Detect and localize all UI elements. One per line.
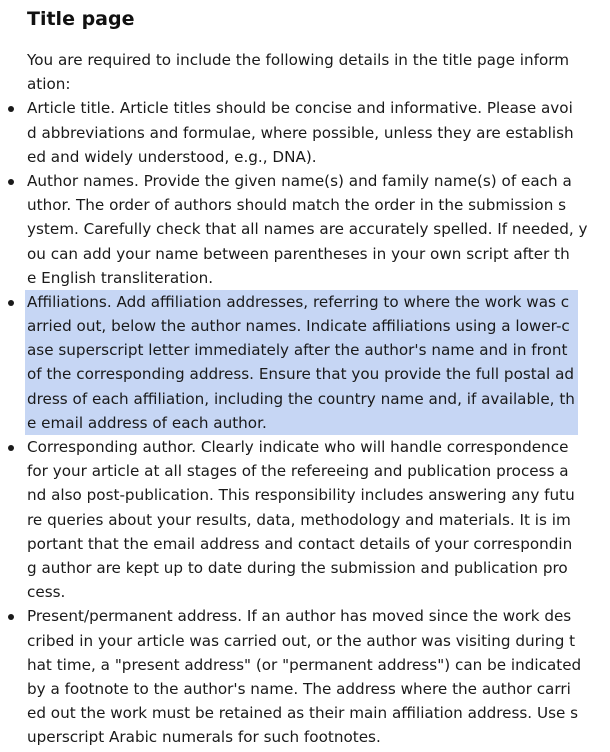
bullet-icon xyxy=(8,300,14,306)
list-item-line xyxy=(0,411,610,435)
list-item-line xyxy=(0,556,610,580)
line-text: ystem. Carefully check that all names are accurately spelled. If needed, y xyxy=(27,220,588,239)
line-text: ou can add your name between parentheses in your own script after th xyxy=(27,244,570,263)
list-item-line xyxy=(0,290,610,314)
section-title: Title page xyxy=(27,8,135,30)
line-text: ed out the work must be retained as their main affiliation address. Use s xyxy=(27,704,579,723)
list-item-line xyxy=(0,701,610,725)
line-text: uthor. The order of authors should match the order in the submission s xyxy=(27,196,567,215)
line-text: dress of each affiliation, including the country name and, if available, th xyxy=(27,389,575,408)
list-item-line xyxy=(0,508,610,532)
list-item-line xyxy=(0,217,610,241)
line-text: nd also post-publication. This responsibility includes answering any futu xyxy=(27,486,575,505)
list-item-line xyxy=(0,629,610,653)
list-item-line xyxy=(0,483,610,507)
intro-line xyxy=(0,72,610,96)
line-text: cess. xyxy=(27,583,66,602)
line-text: hat time, a "present address" (or "permanent address") can be indicated xyxy=(27,655,582,674)
guidelines-text xyxy=(0,48,610,749)
line-text: Affiliations. Add affiliation addresses, referring to where the work was c xyxy=(27,292,570,311)
line-text: g author are kept up to date during the submission and publication pro xyxy=(27,558,568,577)
line-text: Corresponding author. Clearly indicate who will handle correspondence xyxy=(27,438,569,456)
list-item-line xyxy=(0,604,610,628)
list-item-line xyxy=(0,314,610,338)
line-text: Present/permanent address. If an author has moved since the work des xyxy=(27,607,572,626)
bullet-icon xyxy=(8,445,14,451)
list-item-line xyxy=(0,338,610,362)
list-item-line xyxy=(0,580,610,604)
line-text: Article title. Article titles should be concise and informative. Please avoi xyxy=(27,99,573,118)
list-item-line xyxy=(0,435,610,459)
list-item-line xyxy=(0,242,610,266)
line-text: ation: xyxy=(27,75,71,94)
list-item-line xyxy=(0,362,610,386)
list-item-line xyxy=(0,677,610,701)
line-text: e English transliteration. xyxy=(27,268,214,287)
line-text: Author names. Provide the given name(s) and family name(s) of each a xyxy=(27,171,572,190)
list-item-line xyxy=(0,725,610,749)
list-item-line xyxy=(0,459,610,483)
bullet-icon xyxy=(8,106,14,112)
list-item-line xyxy=(0,653,610,677)
line-text: ed and widely understood, e.g., DNA). xyxy=(27,147,317,166)
list-item-line xyxy=(0,387,610,411)
bullet-icon xyxy=(8,179,14,185)
line-text: for your article at all stages of the refereeing and publication process a xyxy=(27,462,569,481)
line-text: re queries about your results, data, methodology and materials. It is im xyxy=(27,510,571,529)
intro-line xyxy=(0,48,610,72)
line-text: d abbreviations and formulae, where possible, unless they are establish xyxy=(27,123,574,142)
line-text: arried out, below the author names. Indicate affiliations using a lower-c xyxy=(27,317,570,336)
line-text: You are required to include the following details in the title page inform xyxy=(27,51,570,69)
line-text: ase superscript letter immediately after the author's name and in front xyxy=(27,341,568,360)
list-item-line xyxy=(0,266,610,290)
bullet-icon xyxy=(8,614,14,620)
list-item-line xyxy=(0,193,610,217)
line-text: by a footnote to the author's name. The address where the author carri xyxy=(27,679,571,698)
line-text: of the corresponding address. Ensure that you provide the full postal ad xyxy=(27,365,575,384)
list-item-line xyxy=(0,532,610,556)
line-text: uperscript Arabic numerals for such footnotes. xyxy=(27,728,381,747)
list-item-line xyxy=(0,145,610,169)
line-text: cribed in your article was carried out, or the author was visiting during t xyxy=(27,631,576,650)
list-item-line xyxy=(0,169,610,193)
line-text: e email address of each author. xyxy=(27,413,267,432)
line-text: portant that the email address and contact details of your correspondin xyxy=(27,534,573,553)
list-item-line xyxy=(0,96,610,120)
list-item-line xyxy=(0,121,610,145)
